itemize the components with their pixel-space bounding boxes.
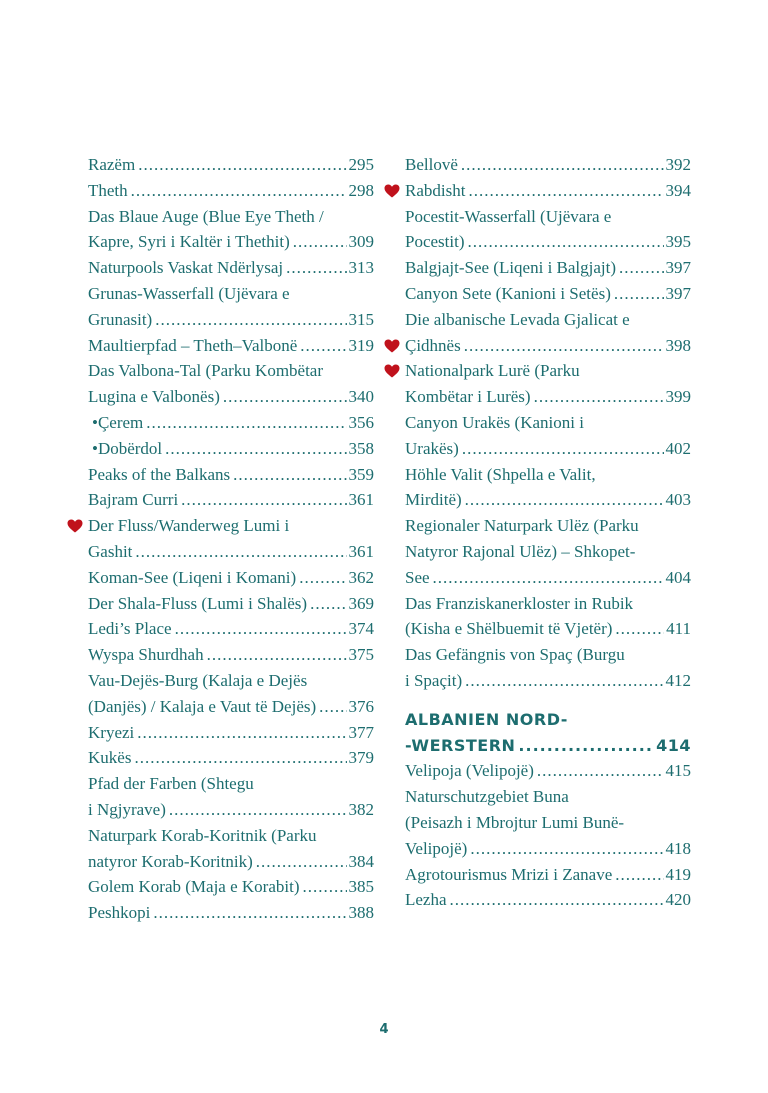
dot-leader — [319, 694, 346, 720]
toc-entry[interactable] — [88, 204, 374, 256]
toc-entry[interactable] — [88, 900, 374, 926]
toc-page-number: 309 — [348, 232, 374, 252]
toc-entry-line — [405, 487, 691, 513]
toc-page-number: 356 — [348, 412, 374, 432]
toc-entry-title: Kukës — [88, 748, 132, 768]
toc-entry-title: Der Fluss/Wanderweg Lumi i — [88, 516, 290, 536]
toc-entry-line — [88, 358, 374, 384]
toc-entry[interactable] — [88, 152, 374, 178]
toc-entry[interactable] — [88, 591, 374, 617]
toc-entry-title: Die albanische Levada Gjalicat e — [405, 309, 630, 329]
toc-page-number: 397 — [665, 283, 691, 303]
toc-entry[interactable] — [88, 281, 374, 333]
toc-entry-line — [405, 733, 691, 759]
toc-entry-title: Dobërdol — [97, 438, 163, 458]
toc-entry-line — [405, 152, 691, 178]
toc-page-number: 384 — [348, 851, 374, 871]
toc-page-number: 388 — [348, 903, 374, 923]
toc-entry-line — [405, 281, 691, 307]
toc-page-number: 340 — [348, 387, 374, 407]
dot-leader — [299, 565, 346, 591]
toc-entry[interactable] — [88, 333, 374, 359]
toc-entry[interactable] — [405, 410, 691, 462]
dot-leader — [537, 758, 664, 784]
dot-leader — [175, 616, 347, 642]
toc-page-number: 404 — [665, 567, 691, 587]
toc-entry[interactable] — [88, 745, 374, 771]
toc-entry-title: Maultierpfad – Theth–Valbonë — [88, 335, 298, 355]
toc-entry-line — [405, 229, 691, 255]
toc-page-number: 411 — [666, 619, 691, 639]
toc-entry-line — [88, 900, 374, 926]
toc-column-left — [88, 152, 374, 926]
toc-entry-title: Canyon Sete (Kanioni i Setës) — [405, 283, 611, 303]
toc-page-number: 385 — [348, 877, 374, 897]
toc-entry-line — [405, 784, 691, 810]
toc-entry-line — [88, 333, 374, 359]
toc-entry-title: Das Blaue Auge (Blue Eye Theth / — [88, 206, 324, 226]
toc-page-number: 395 — [665, 232, 691, 252]
toc-entry-line — [405, 539, 691, 565]
toc-entry[interactable] — [88, 771, 374, 823]
toc-entry[interactable] — [405, 862, 691, 888]
toc-entry-title: ALBANIEN NORD- — [405, 709, 568, 729]
toc-entry-line — [88, 513, 374, 539]
toc-entry-title: Nationalpark Lurë (Parku — [405, 361, 580, 381]
toc-entry-line — [88, 745, 374, 771]
toc-entry-line — [405, 707, 691, 733]
toc-page-number: 313 — [348, 258, 374, 278]
toc-entry-line — [88, 152, 374, 178]
toc-entry-title: Theth — [88, 180, 128, 200]
toc-entry-line — [405, 862, 691, 888]
toc-page-number: 415 — [665, 761, 691, 781]
dot-leader — [468, 229, 664, 255]
toc-entry[interactable] — [405, 255, 691, 281]
toc-entry[interactable] — [405, 784, 691, 861]
toc-entry-line — [88, 668, 374, 694]
toc-entry-title: Wyspa Shurdhah — [88, 645, 204, 665]
toc-page-number: 392 — [665, 155, 691, 174]
toc-entry[interactable] — [405, 462, 691, 514]
toc-entry-line — [88, 797, 374, 823]
toc-entry-title: Regionaler Naturpark Ulëz (Parku — [405, 516, 639, 536]
dot-leader — [256, 849, 347, 875]
dot-leader — [223, 384, 347, 410]
dot-leader — [464, 333, 664, 359]
toc-entry-line — [405, 255, 691, 281]
toc-entry-line — [88, 178, 374, 204]
toc-page-number: 418 — [665, 838, 691, 858]
toc-page-number: 403 — [665, 490, 691, 510]
toc-entry-line — [405, 758, 691, 784]
toc-entry-title: Pocestit) — [405, 232, 465, 252]
dot-leader — [465, 487, 664, 513]
heart-icon — [384, 364, 400, 378]
dot-leader — [465, 668, 663, 694]
toc-entry-title: Razëm — [88, 155, 136, 174]
toc-entry-line — [88, 539, 374, 565]
toc-entry-line — [88, 229, 374, 255]
toc-entry[interactable] — [88, 513, 374, 565]
toc-page-number: 394 — [665, 180, 691, 200]
toc-entry-line — [88, 591, 374, 617]
toc-page-number: 377 — [348, 722, 374, 742]
toc-entry-line — [405, 513, 691, 539]
toc-entry-line — [405, 307, 691, 333]
toc-page-number: 382 — [348, 799, 374, 819]
toc-page-number: 379 — [348, 748, 374, 768]
toc-page-number: 359 — [348, 464, 374, 484]
toc-entry-line — [405, 810, 691, 836]
toc-entry-title: See — [405, 567, 430, 587]
toc-entry-title: Golem Korab (Maja e Korabit) — [88, 877, 300, 897]
toc-entry-title: natyror Korab-Koritnik) — [88, 851, 253, 871]
section-heading[interactable] — [405, 707, 691, 759]
toc-entry-line — [405, 642, 691, 668]
toc-entry-line — [405, 204, 691, 230]
toc-entry-line — [88, 771, 374, 797]
toc-entry-title: Rabdisht — [405, 180, 466, 200]
toc-page-number: 315 — [348, 309, 374, 329]
dot-leader — [137, 720, 346, 746]
toc-entry-line — [88, 616, 374, 642]
toc-entry-title: Urakës) — [405, 438, 459, 458]
page-number: 4 — [379, 1022, 389, 1037]
dot-leader — [135, 539, 346, 565]
toc-entry[interactable] — [88, 410, 374, 436]
toc-entry-line — [405, 178, 691, 204]
toc-entry-title: i Ngjyrave) — [88, 799, 166, 819]
toc-entry[interactable] — [405, 758, 691, 784]
dot-leader — [131, 178, 347, 204]
toc-entry-title: (Danjës) / Kalaja e Vaut të Dejës) — [88, 696, 317, 716]
toc-entry-line — [88, 204, 374, 230]
dot-leader — [433, 565, 664, 591]
toc-entry-title: Vau-Dejës-Burg (Kalaja e Dejës — [88, 670, 308, 690]
toc-page-number: 361 — [348, 541, 374, 561]
toc-entry-line — [92, 436, 374, 462]
toc-entry-title: Agrotourismus Mrizi i Zanave — [405, 864, 613, 884]
toc-entry[interactable] — [88, 668, 374, 720]
toc-entry[interactable] — [88, 436, 374, 462]
toc-page-number: 397 — [665, 258, 691, 278]
toc-page-number: 419 — [665, 864, 691, 884]
toc-page-number: 398 — [665, 335, 691, 355]
toc-entry[interactable] — [405, 887, 691, 913]
toc-entry-title: Naturpools Vaskat Ndërlysaj — [88, 258, 284, 278]
toc-entry-title: -WERSTERN — [405, 735, 516, 755]
dot-leader — [146, 410, 346, 436]
toc-entry-line — [92, 410, 374, 436]
toc-entry-title: Grunas-Wasserfall (Ujëvara e — [88, 283, 290, 303]
toc-entry[interactable] — [405, 642, 691, 694]
toc-page-number: 361 — [348, 490, 374, 510]
toc-entry-title: Pfad der Farben (Shtegu — [88, 774, 254, 794]
toc-entry-line — [88, 487, 374, 513]
dot-leader — [534, 384, 664, 410]
toc-entry-title: Pocestit-Wasserfall (Ujëvara e — [405, 206, 612, 226]
heart-icon — [384, 339, 400, 353]
dot-leader — [300, 333, 346, 359]
toc-entry-line — [405, 565, 691, 591]
dot-leader — [155, 307, 346, 333]
toc-entry-title: Peaks of the Balkans — [88, 464, 231, 484]
toc-entry[interactable] — [88, 642, 374, 668]
toc-entry[interactable] — [405, 152, 691, 178]
toc-entry-title: (Kisha e Shëlbuemit të Vjetër) — [405, 619, 613, 639]
toc-entry-title: Naturpark Korab-Koritnik (Parku — [88, 825, 317, 845]
dot-leader — [181, 487, 346, 513]
toc-entry-title: Peshkopi — [88, 903, 151, 923]
toc-entry-line — [88, 307, 374, 333]
toc-entry[interactable] — [88, 720, 374, 746]
toc-entry-line — [405, 836, 691, 862]
dot-leader — [153, 900, 346, 926]
dot-leader — [169, 797, 347, 823]
toc-entry-line — [88, 720, 374, 746]
toc-entry-line — [405, 410, 691, 436]
dot-leader — [461, 152, 664, 178]
toc-entry-line — [405, 462, 691, 488]
dot-leader — [518, 733, 654, 759]
toc-entry-title: Çerem — [97, 412, 144, 432]
toc-page-number: 420 — [665, 890, 691, 910]
toc-entry[interactable] — [405, 358, 691, 410]
dot-leader — [468, 178, 663, 204]
toc-entry-line — [88, 255, 374, 281]
toc-entry-title: Mirditë) — [405, 490, 462, 510]
toc-page-number: 375 — [348, 645, 374, 665]
dot-leader — [165, 436, 346, 462]
toc-entry[interactable] — [88, 487, 374, 513]
toc-page-number: 358 — [348, 438, 374, 458]
toc-entry-title: (Peisazh i Mbrojtur Lumi Bunë- — [405, 812, 625, 832]
toc-entry-title: Bajram Curri — [88, 490, 179, 510]
toc-entry-title: Velipoja (Velipojë) — [405, 761, 534, 781]
dot-leader — [470, 836, 663, 862]
toc-page-number: 319 — [348, 335, 374, 355]
toc-entry-title: Ledi’s Place — [88, 619, 172, 639]
dot-leader — [207, 642, 347, 668]
dot-leader — [138, 152, 346, 178]
toc-entry-title: Kapre, Syri i Kaltër i Thethit) — [88, 232, 290, 252]
toc-page-number: 412 — [665, 670, 691, 690]
toc-page-number: 295 — [348, 155, 374, 174]
toc-entry[interactable] — [88, 462, 374, 488]
toc-entry[interactable] — [88, 616, 374, 642]
toc-column-right — [405, 152, 691, 913]
toc-entry-line — [88, 462, 374, 488]
toc-entry-title: i Spaçit) — [405, 670, 463, 690]
dot-leader — [615, 616, 664, 642]
toc-entry-line — [405, 616, 691, 642]
toc-entry[interactable] — [88, 255, 374, 281]
bullet-marker: • — [92, 438, 98, 458]
dot-leader — [293, 229, 347, 255]
toc-entry[interactable] — [405, 204, 691, 256]
toc-entry-title: Balgjajt-See (Liqeni i Balgjajt) — [405, 258, 617, 278]
toc-entry-line — [88, 384, 374, 410]
toc-entry[interactable] — [405, 513, 691, 590]
toc-entry[interactable] — [88, 823, 374, 875]
toc-entry-title: Das Valbona-Tal (Parku Kombëtar — [88, 361, 324, 381]
toc-page-number: 362 — [348, 567, 374, 587]
dot-leader — [286, 255, 346, 281]
toc-entry-line — [405, 358, 691, 384]
bullet-marker: • — [92, 412, 98, 432]
toc-entry-title: Bellovë — [405, 155, 458, 174]
toc-entry-line — [405, 591, 691, 617]
toc-entry-title: Canyon Urakës (Kanioni i — [405, 412, 584, 432]
dot-leader — [450, 887, 664, 913]
toc-entry-line — [88, 874, 374, 900]
toc-entry-title: Naturschutzgebiet Buna — [405, 787, 569, 807]
toc-entry-title: Gashit — [88, 541, 133, 561]
toc-entry-line — [88, 281, 374, 307]
toc-entry-line — [88, 642, 374, 668]
dot-leader — [619, 255, 663, 281]
toc-entry-title: Kryezi — [88, 722, 135, 742]
toc-entry-title: Natyror Rajonal Ulëz) – Shkopet- — [405, 541, 636, 561]
toc-entry[interactable] — [88, 874, 374, 900]
toc-page-number: 374 — [348, 619, 374, 639]
heart-icon — [67, 519, 83, 533]
toc-entry-line — [405, 668, 691, 694]
toc-entry-title: Das Gefängnis von Spaç (Burgu — [405, 645, 625, 665]
toc-entry-title: Lugina e Valbonës) — [88, 387, 220, 407]
toc-page-number: 399 — [665, 387, 691, 407]
dot-leader — [302, 874, 346, 900]
dot-leader — [615, 862, 663, 888]
toc-page-number: 402 — [665, 438, 691, 458]
toc-entry-line — [405, 333, 691, 359]
dot-leader — [614, 281, 664, 307]
toc-entry-line — [88, 823, 374, 849]
toc-entry-title: Grunasit) — [88, 309, 153, 329]
toc-entry-title: Çidhnës — [405, 335, 461, 355]
toc-entry[interactable] — [405, 281, 691, 307]
dot-leader — [462, 436, 664, 462]
toc-entry-line — [88, 694, 374, 720]
toc-entry-title: Kombëtar i Lurës) — [405, 387, 531, 407]
toc-entry-line — [88, 849, 374, 875]
toc-page-number: 298 — [348, 180, 374, 200]
toc-entry[interactable] — [405, 591, 691, 643]
dot-leader — [310, 591, 346, 617]
toc-entry-title: Höhle Valit (Shpella e Valit, — [405, 464, 596, 484]
toc-entry-title: Koman-See (Liqeni i Komani) — [88, 567, 297, 587]
toc-entry[interactable] — [88, 358, 374, 410]
dot-leader — [134, 745, 346, 771]
toc-entry[interactable] — [405, 178, 691, 204]
toc-page-number: 376 — [348, 696, 374, 716]
toc-entry-title: Der Shala-Fluss (Lumi i Shalës) — [88, 593, 308, 613]
toc-entry-line — [405, 887, 691, 913]
toc-entry[interactable] — [88, 178, 374, 204]
toc-entry-line — [405, 384, 691, 410]
toc-entry-line — [405, 436, 691, 462]
heart-icon — [384, 184, 400, 198]
toc-entry[interactable] — [405, 307, 691, 359]
dot-leader — [233, 462, 346, 488]
toc-page-number: 369 — [348, 593, 374, 613]
toc-entry-title: Velipojë) — [405, 838, 468, 858]
toc-entry-title: Das Franziskanerkloster in Rubik — [405, 593, 634, 613]
toc-page-number: 414 — [656, 735, 691, 755]
toc-entry-line — [88, 565, 374, 591]
toc-entry-title: Lezha — [405, 890, 447, 910]
toc-entry[interactable] — [88, 565, 374, 591]
